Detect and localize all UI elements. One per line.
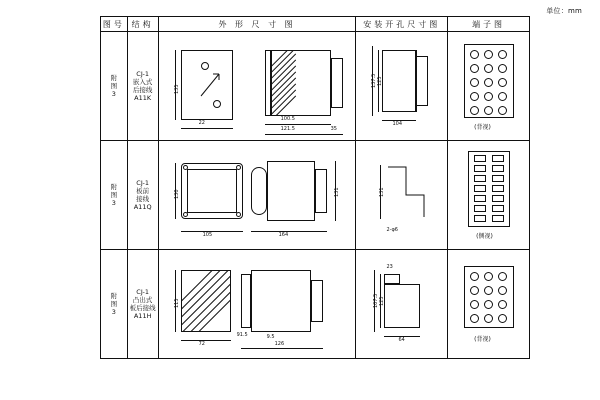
unit-note: 单位：mm	[546, 7, 582, 15]
terminal-note: (背视)	[474, 336, 491, 343]
dim-131: 131	[333, 187, 340, 197]
panel-cutout	[384, 284, 420, 328]
corner-hole	[183, 212, 188, 217]
header-hole: 安装开孔尺寸图	[356, 17, 448, 32]
dim-100-5: 100.5	[280, 116, 295, 122]
dim-23: 23	[386, 264, 393, 270]
hole-drawing-2	[356, 141, 447, 249]
dim-121-5: 121.5	[280, 126, 295, 132]
mounting-hole-top	[201, 62, 209, 70]
fig-no-text-2: 附 图 3	[110, 182, 118, 208]
table-row	[101, 32, 530, 141]
fig-no-text-3: 附 图 3	[110, 291, 118, 317]
header-fig-no: 图号	[101, 17, 128, 32]
outline-drawing-1	[159, 32, 356, 140]
bracket-profile	[386, 165, 426, 221]
terminal-slot	[492, 165, 504, 172]
cell-structure-2	[127, 141, 158, 250]
side-view-terminal-block	[311, 280, 323, 322]
side-view-terminal-block	[331, 58, 343, 108]
side-view-terminal-block	[315, 169, 327, 213]
cell-fig-no-3	[101, 250, 128, 359]
outline-drawing-3	[159, 250, 356, 358]
dim-line-164	[251, 231, 327, 232]
table-header-row	[101, 17, 530, 32]
table-row	[101, 250, 530, 359]
dim-2-phi-6: 2-φ6	[386, 227, 398, 233]
structure-text-1: CJ-1 嵌入式 后接线 A11K	[132, 69, 153, 103]
dim-72: 72	[198, 341, 205, 347]
dim-115: 115	[173, 298, 180, 308]
cell-structure-3	[127, 250, 158, 359]
terminal-slot	[474, 195, 486, 202]
cell-hole-2	[356, 141, 448, 250]
terminal-note: (背视)	[474, 124, 491, 131]
dim-130: 130	[173, 189, 180, 199]
mounting-hole-bottom	[213, 100, 221, 108]
dim-125: 125	[379, 296, 386, 306]
dim-line-1215	[265, 134, 343, 135]
dim-line-22	[181, 128, 233, 129]
cell-hole-3	[356, 250, 448, 359]
dimension-table	[100, 16, 530, 359]
dim-135: 135	[173, 84, 180, 94]
cell-hole-1	[356, 32, 448, 141]
cell-structure-1	[127, 32, 158, 141]
dim-126: 126	[274, 341, 285, 347]
terminal-slot	[492, 155, 504, 162]
center-symbol	[199, 72, 223, 98]
front-view-inner	[187, 169, 237, 213]
terminal-drawing-3	[448, 250, 529, 358]
side-view-cover	[251, 167, 267, 215]
dim-9-5: 9.5	[266, 334, 275, 340]
terminal-slot	[474, 185, 486, 192]
cell-terminal-3	[448, 250, 530, 359]
corner-hole	[236, 212, 241, 217]
header-outline: 外 形 尺 寸 图	[158, 17, 356, 32]
cell-outline-2	[158, 141, 356, 250]
terminal-slot	[492, 215, 504, 222]
terminal-drawing-1	[448, 32, 529, 140]
hole-drawing-1	[356, 32, 447, 140]
terminal-slot	[474, 155, 486, 162]
dim-22: 22	[198, 120, 205, 126]
side-view-flange	[241, 274, 251, 328]
structure-text-3: CJ-1 凸出式 板后接线 A11H	[129, 287, 156, 321]
dim-91-5: 91.5	[236, 332, 248, 338]
terminal-note: (侧视)	[476, 233, 493, 240]
table-row	[101, 141, 530, 250]
dim-line-126	[241, 348, 323, 349]
dim-64: 64	[398, 337, 405, 343]
terminal-slot	[474, 215, 486, 222]
dim-137-5: 137.5	[371, 73, 378, 88]
dim-line-72	[181, 340, 231, 341]
cell-terminal-2	[448, 141, 530, 250]
terminal-slot	[474, 175, 486, 182]
dim-107-5: 107.5	[373, 293, 380, 308]
corner-hole	[183, 165, 188, 170]
terminal-slot	[492, 195, 504, 202]
corner-hole	[236, 165, 241, 170]
cell-fig-no-1	[101, 32, 128, 141]
side-view-hatch	[271, 50, 297, 116]
outline-drawing-2	[159, 141, 356, 249]
cell-fig-no-2	[101, 141, 128, 250]
dim-105: 105	[202, 232, 213, 238]
terminal-slot	[492, 175, 504, 182]
dim-125: 125	[377, 76, 384, 86]
dim-35: 35	[330, 126, 337, 132]
terminal-slot	[492, 185, 504, 192]
cell-terminal-1	[448, 32, 530, 141]
dim-131-hole: 131	[379, 187, 386, 197]
side-view-body	[251, 270, 311, 332]
terminal-drawing-2	[448, 141, 529, 249]
cell-outline-3	[158, 250, 356, 359]
panel-cutout	[382, 50, 416, 112]
cell-outline-1	[158, 32, 356, 141]
terminal-slot	[492, 205, 504, 212]
header-terminal: 端子图	[448, 17, 530, 32]
side-view-body	[267, 161, 315, 221]
terminal-slot	[474, 165, 486, 172]
dim-line-1005	[265, 124, 331, 125]
front-view-hatch	[181, 270, 231, 332]
header-structure: 结构	[127, 17, 158, 32]
fig-no-text-1: 附 图 3	[110, 73, 118, 99]
structure-text-2: CJ-1 板前 接线 A11Q	[133, 178, 152, 212]
terminal-slot	[474, 205, 486, 212]
hole-top-tab	[384, 274, 400, 284]
hole-drawing-3	[356, 250, 447, 358]
dim-104: 104	[392, 121, 403, 127]
dim-164: 164	[278, 232, 289, 238]
cutout-side	[416, 56, 428, 106]
